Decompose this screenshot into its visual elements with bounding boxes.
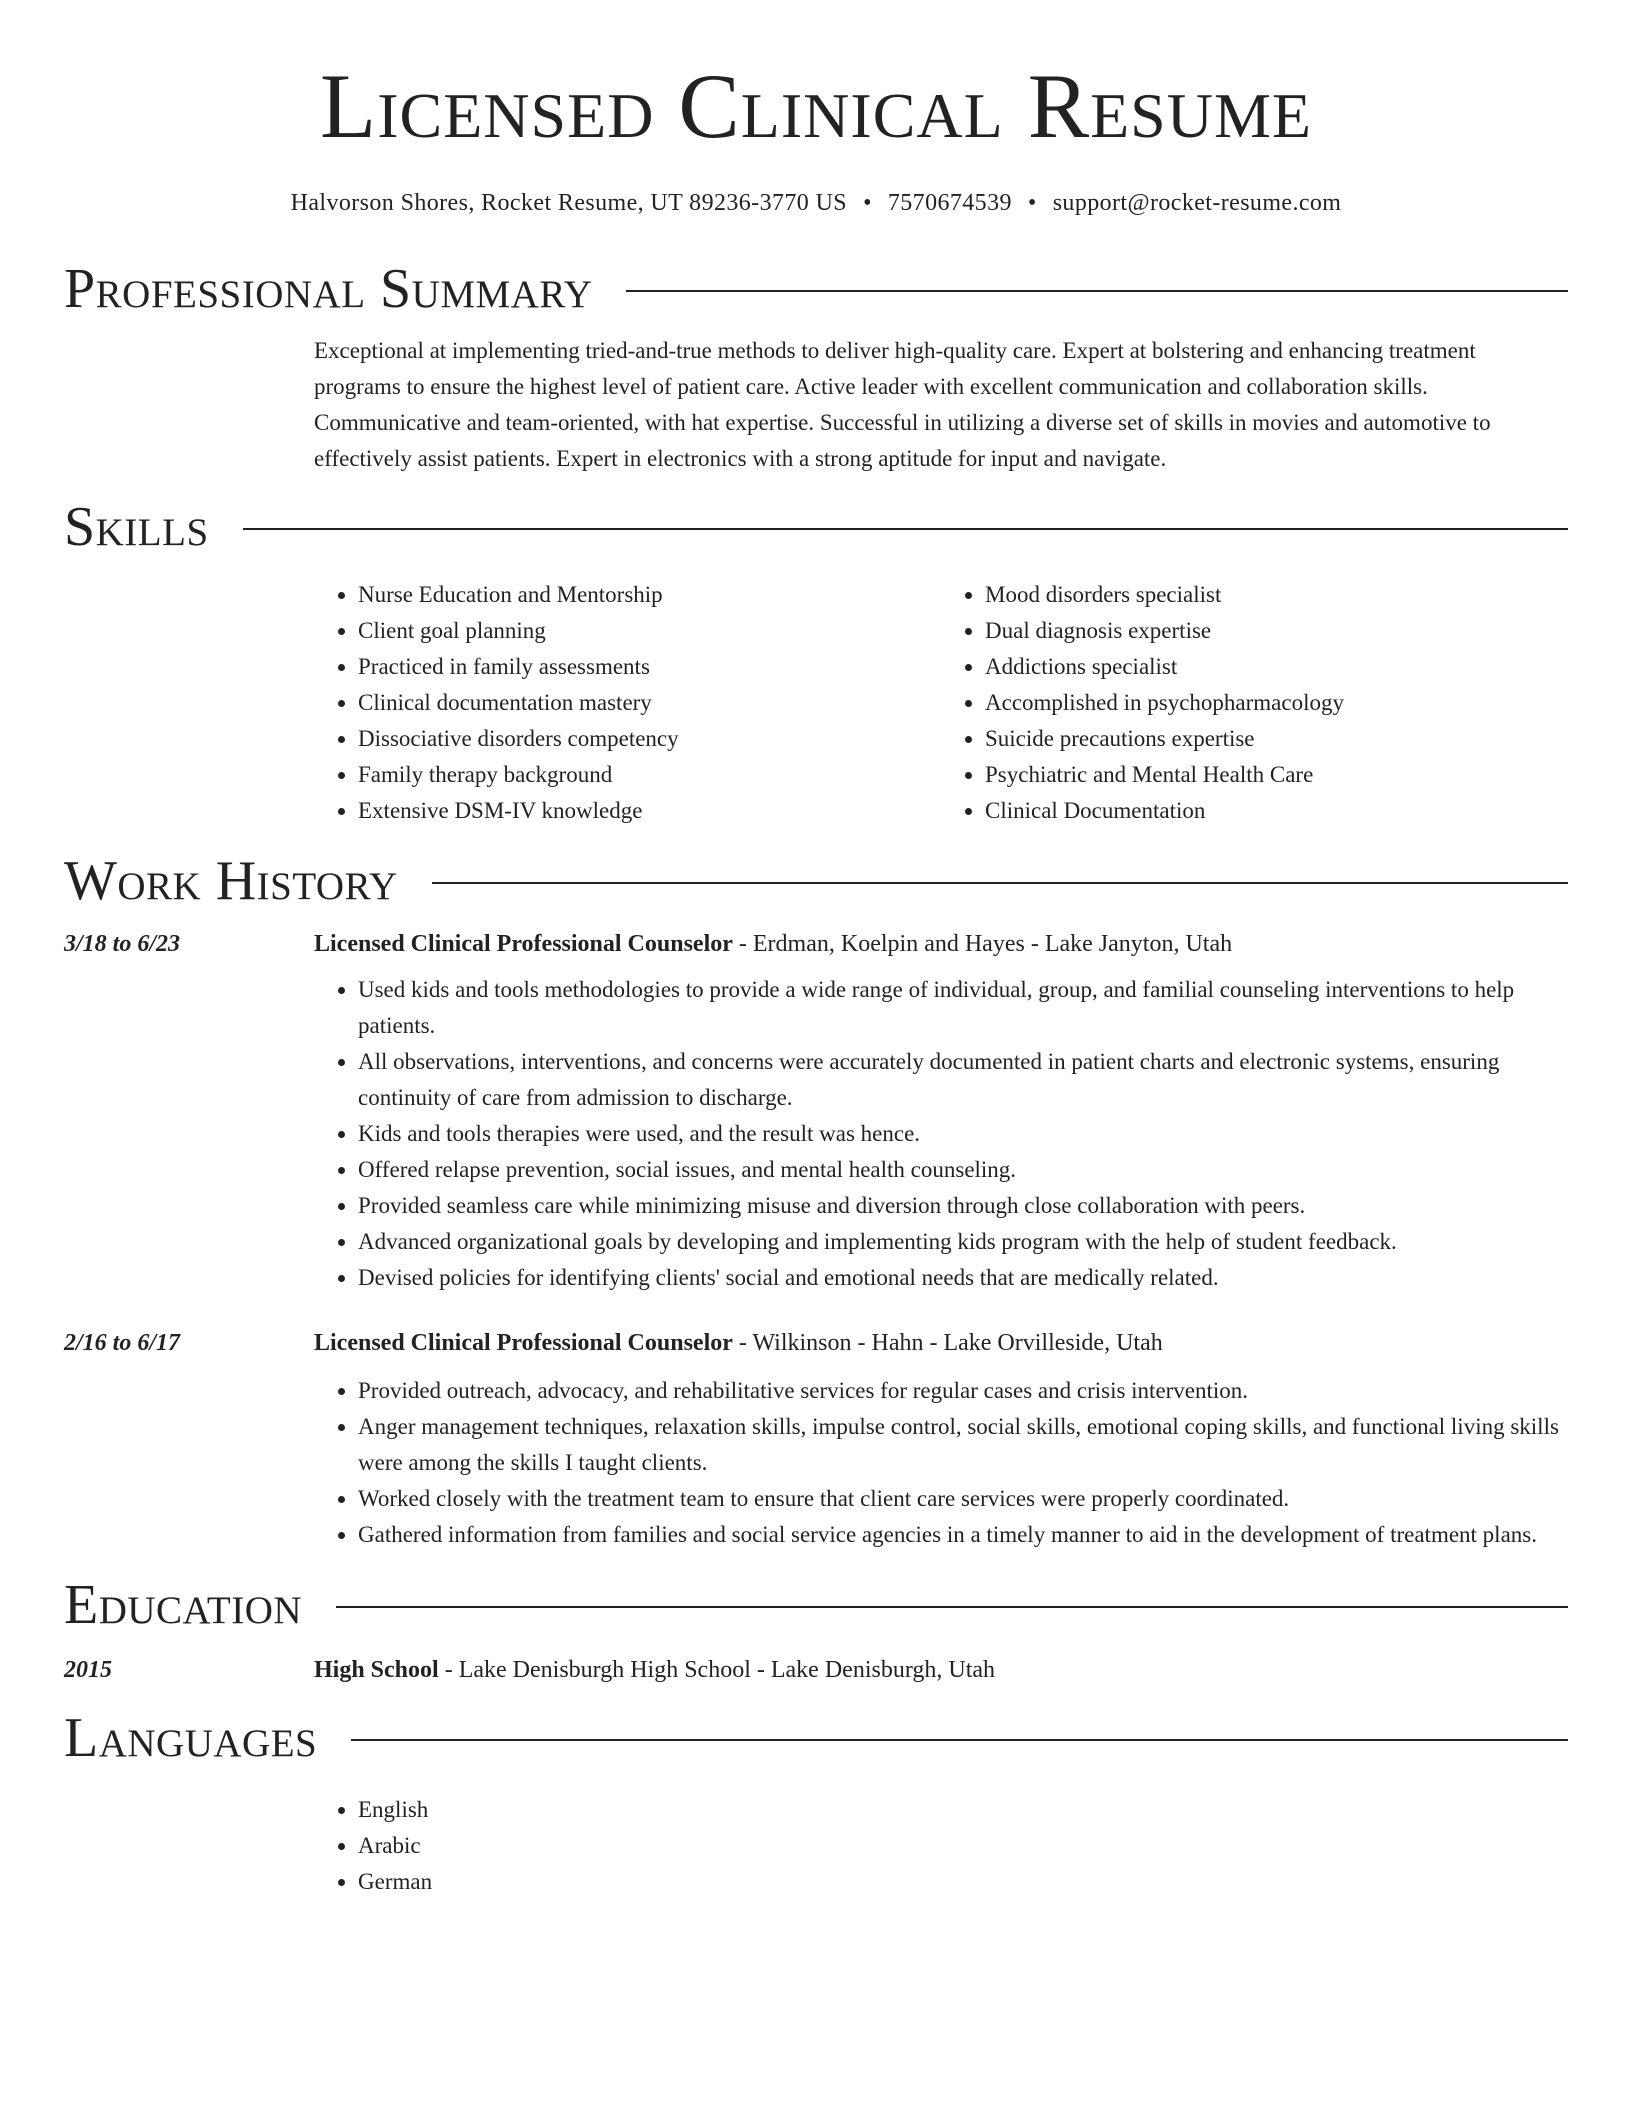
resume-title: Licensed Clinical Resume <box>320 55 1312 157</box>
job-body <box>314 931 1568 1296</box>
section-title-education: Education <box>64 1574 303 1636</box>
skill-item: • Suicide precautions expertise <box>985 721 1568 757</box>
education-year: 2015 <box>64 1657 112 1683</box>
contact-line <box>0 190 1632 217</box>
job-bullet: • Provided seamless care while minimizing misuse and diversion through close collaboration with peers. <box>358 1188 1568 1224</box>
skill-item: • Extensive DSM-IV knowledge <box>358 793 941 829</box>
skills-list-left <box>314 577 941 829</box>
job-employer: - Wilkinson - Hahn - Lake Orvilleside, Utah <box>732 1330 1163 1356</box>
section-title-work: Work History <box>64 850 398 912</box>
section-header-education <box>64 1575 1568 1635</box>
skill-item: • Mood disorders specialist <box>985 577 1568 613</box>
job-bullet: • Provided outreach, advocacy, and rehabilitative services for regular cases and crisis intervention. <box>358 1373 1568 1409</box>
job-dates: 2/16 to 6/17 <box>64 1330 181 1356</box>
section-title-languages: Languages <box>64 1707 318 1769</box>
education-entry <box>64 1657 1568 1684</box>
job-title: Licensed Clinical Professional Counselor <box>314 1330 733 1356</box>
job-bullet: • Anger management techniques, relaxation skills, impulse control, social skills, emotional coping skills, and functional living skills were among the skills I taught clients. <box>358 1409 1568 1481</box>
skill-item: • Dual diagnosis expertise <box>985 613 1568 649</box>
job-dates: 3/18 to 6/23 <box>64 931 181 957</box>
skill-item: • Nurse Education and Mentorship <box>358 577 941 613</box>
job-bullets <box>314 972 1568 1296</box>
skill-item: • Family therapy background <box>358 757 941 793</box>
skill-item: • Clinical documentation mastery <box>358 685 941 721</box>
education-degree: High School <box>314 1657 439 1683</box>
section-header-summary <box>64 259 1568 319</box>
skills-columns <box>314 577 1568 829</box>
section-divider <box>351 1739 1568 1741</box>
job-body <box>314 1330 1568 1553</box>
language-item: • Arabic <box>358 1828 1568 1864</box>
skill-item: • Accomplished in psychopharmacology <box>985 685 1568 721</box>
job-bullet: • Devised policies for identifying clients' social and emotional needs that are medically related. <box>358 1260 1568 1296</box>
job-bullet: • Gathered information from families and social service agencies in a timely manner to aid in the development of treatment plans. <box>358 1517 1568 1553</box>
section-divider <box>336 1606 1568 1608</box>
section-title-skills: Skills <box>64 496 209 558</box>
job-bullet: • Advanced organizational goals by developing and implementing kids program with the help of student feedback. <box>358 1224 1568 1260</box>
contact-email: support@rocket-resume.com <box>1052 190 1342 216</box>
skill-item: • Addictions specialist <box>985 649 1568 685</box>
education-school: - Lake Denisburgh High School - Lake Denisburgh, Utah <box>438 1657 996 1683</box>
language-item: • German <box>358 1864 1568 1900</box>
contact-separator: • <box>863 190 872 216</box>
job-bullet: • Offered relapse prevention, social issues, and mental health counseling. <box>358 1152 1568 1188</box>
job-title: Licensed Clinical Professional Counselor <box>314 931 733 957</box>
job-bullet: • Worked closely with the treatment team to ensure that client care services were properly coordinated. <box>358 1481 1568 1517</box>
job-entry <box>64 1330 1568 1553</box>
job-bullet: • Used kids and tools methodologies to provide a wide range of individual, group, and familial counseling interventions to help patients. <box>358 972 1568 1044</box>
job-bullet: • Kids and tools therapies were used, and the result was hence. <box>358 1116 1568 1152</box>
section-header-skills <box>64 497 1568 557</box>
skill-item: • Clinical Documentation <box>985 793 1568 829</box>
section-divider <box>626 290 1568 292</box>
skills-list-right <box>941 577 1568 829</box>
section-divider <box>243 528 1568 530</box>
language-item: • English <box>358 1792 1568 1828</box>
contact-phone: 7570674539 <box>887 190 1012 216</box>
skill-item: • Psychiatric and Mental Health Care <box>985 757 1568 793</box>
section-divider <box>432 882 1568 884</box>
section-title-summary: Professional Summary <box>64 258 593 320</box>
summary-text: Exceptional at implementing tried-and-true methods to deliver high-quality care. Expert at bolstering and enhancing treatment programs to ensure the highest level of patient care. Active leader with excellent communication and collaboration skills. Communicative and team-oriented, with hat expertise. Successful in utilizing a diverse set of skills in movies and automotive to effectively assist patients. Expert in electronics with a strong aptitude for input and navigate. <box>314 338 1491 471</box>
job-entry <box>64 931 1568 1296</box>
skill-item: • Client goal planning <box>358 613 941 649</box>
job-employer: - Erdman, Koelpin and Hayes - Lake Janyton, Utah <box>732 931 1233 957</box>
job-title-line <box>314 931 1568 958</box>
education-line <box>314 1657 1568 1684</box>
job-title-line <box>314 1330 1568 1357</box>
contact-address: Halvorson Shores, Rocket Resume, UT 89236-3770 US <box>290 190 848 216</box>
section-header-languages <box>64 1708 1568 1768</box>
section-header-work <box>64 851 1568 911</box>
languages-list <box>314 1792 1568 1900</box>
job-bullets <box>314 1373 1568 1553</box>
skill-item: • Dissociative disorders competency <box>358 721 941 757</box>
contact-separator: • <box>1027 190 1037 216</box>
skill-item: • Practiced in family assessments <box>358 649 941 685</box>
job-bullet: • All observations, interventions, and concerns were accurately documented in patient charts and electronic systems, ensuring continuity of care from admission to discharge. <box>358 1044 1568 1116</box>
education-body <box>314 1657 1568 1684</box>
languages-block <box>314 1792 1568 1900</box>
